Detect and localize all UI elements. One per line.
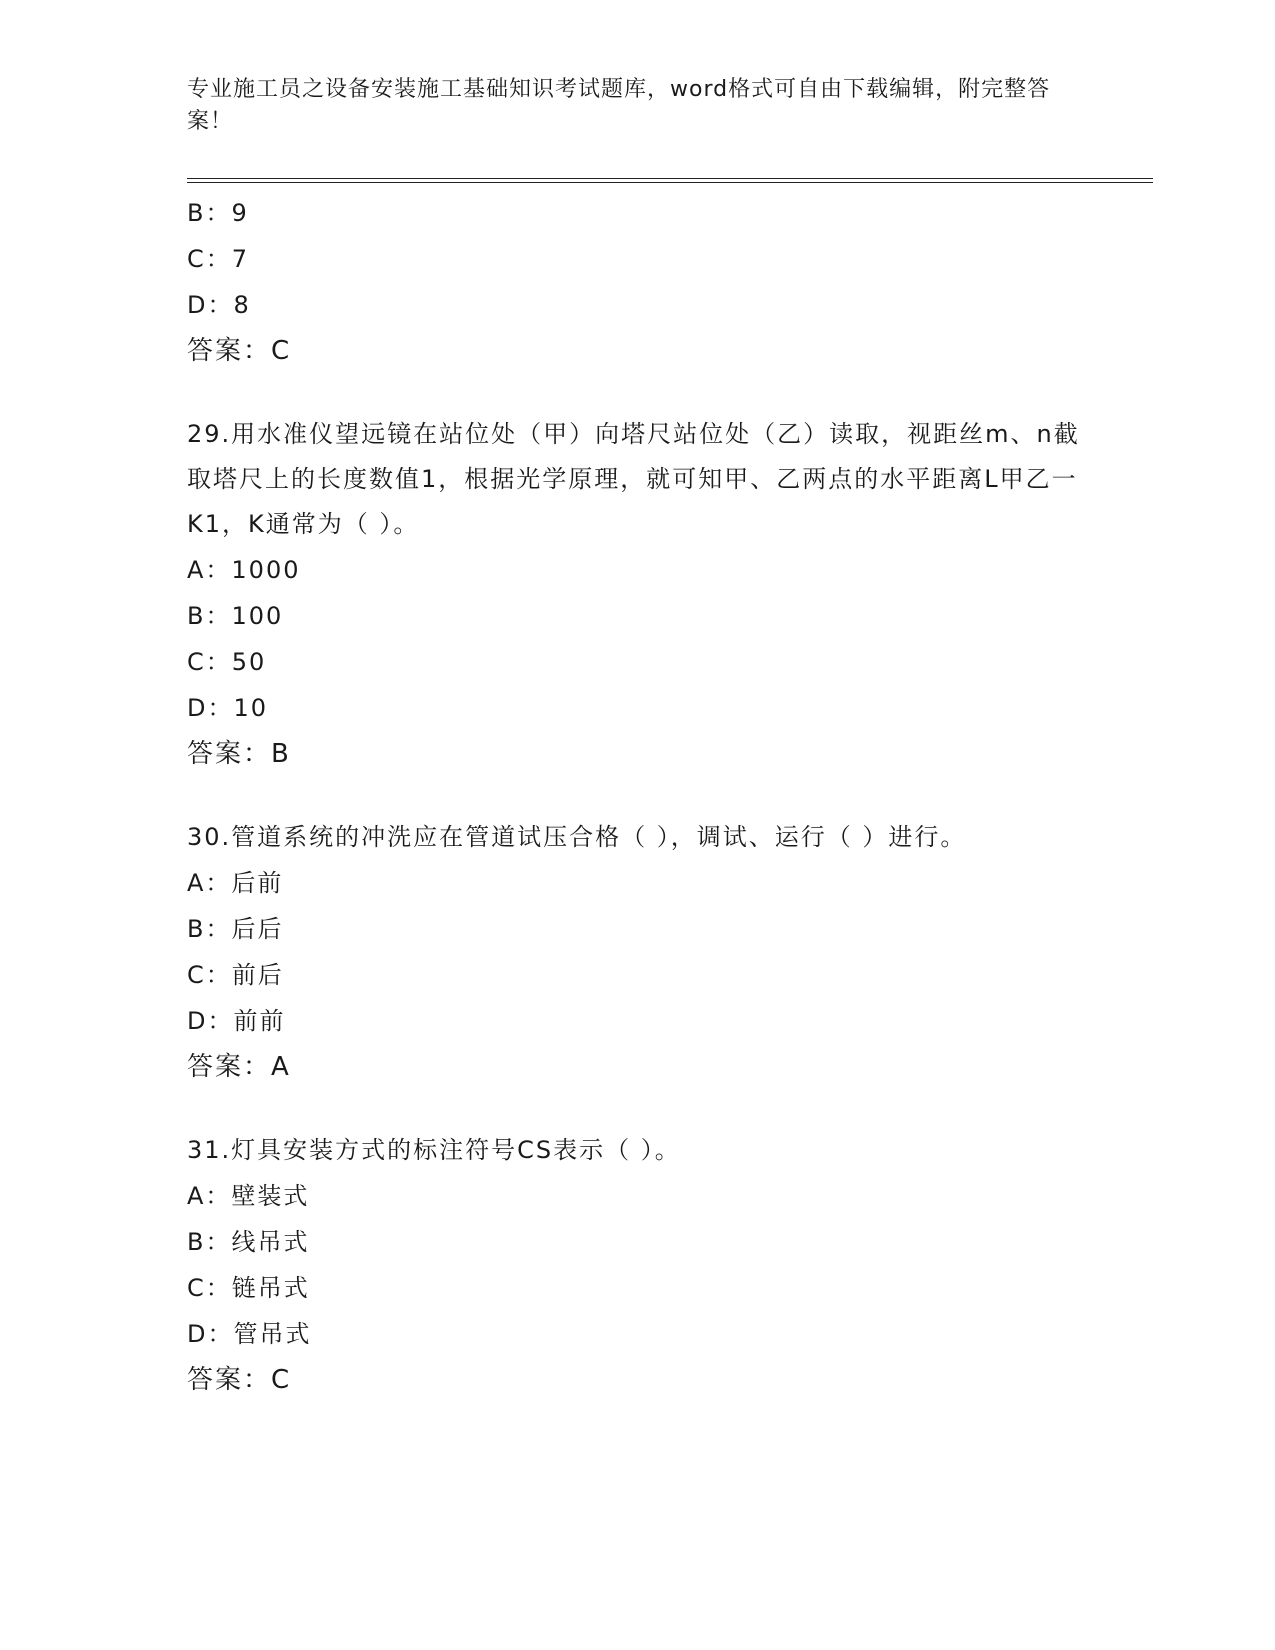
page-header: 专业施工员之设备安装施工基础知识考试题库，word格式可自由下载编辑，附完整答案！ <box>187 77 1051 134</box>
option-a: A：壁装式 <box>187 1182 310 1210</box>
option-c: C：链吊式 <box>187 1274 310 1302</box>
option-d: D：管吊式 <box>187 1320 312 1348</box>
answer-line: 答案：C <box>187 1365 292 1395</box>
option-a: A：后前 <box>187 869 284 897</box>
option-d: D：8 <box>187 291 251 319</box>
question-list <box>187 190 1087 1403</box>
option-b: B：线吊式 <box>187 1228 310 1256</box>
answer-line: 答案：B <box>187 739 291 769</box>
answer-line: 答案：A <box>187 1052 291 1082</box>
question-29 <box>187 412 1087 777</box>
question-31 <box>187 1128 1087 1403</box>
option-b: B：100 <box>187 602 284 630</box>
option-d: D：前前 <box>187 1007 286 1035</box>
answer-line: 答案：C <box>187 336 292 366</box>
question-30 <box>187 815 1087 1090</box>
option-b: B：9 <box>187 199 249 227</box>
question-text: 31.灯具安装方式的标注符号CS表示（ ）。 <box>187 1136 681 1164</box>
option-a: A：1000 <box>187 556 301 584</box>
option-c: C：50 <box>187 648 267 676</box>
question-text: 30.管道系统的冲洗应在管道试压合格（ ），调试、运行（ ）进行。 <box>187 823 967 851</box>
header-divider <box>187 178 1153 179</box>
option-b: B：后后 <box>187 915 284 943</box>
option-c: C：7 <box>187 245 250 273</box>
option-c: C：前后 <box>187 961 284 989</box>
question-28-tail <box>187 190 1087 374</box>
header-divider <box>187 182 1153 183</box>
question-text: 29.用水准仪望远镜在站位处（甲）向塔尺站位处（乙）读取，视距丝m、n截取塔尺上的长度数值1，根据光学原理，就可知甲、乙两点的水平距离L甲乙一K1，K通常为（ ）。 <box>187 420 1080 538</box>
option-d: D：10 <box>187 694 269 722</box>
